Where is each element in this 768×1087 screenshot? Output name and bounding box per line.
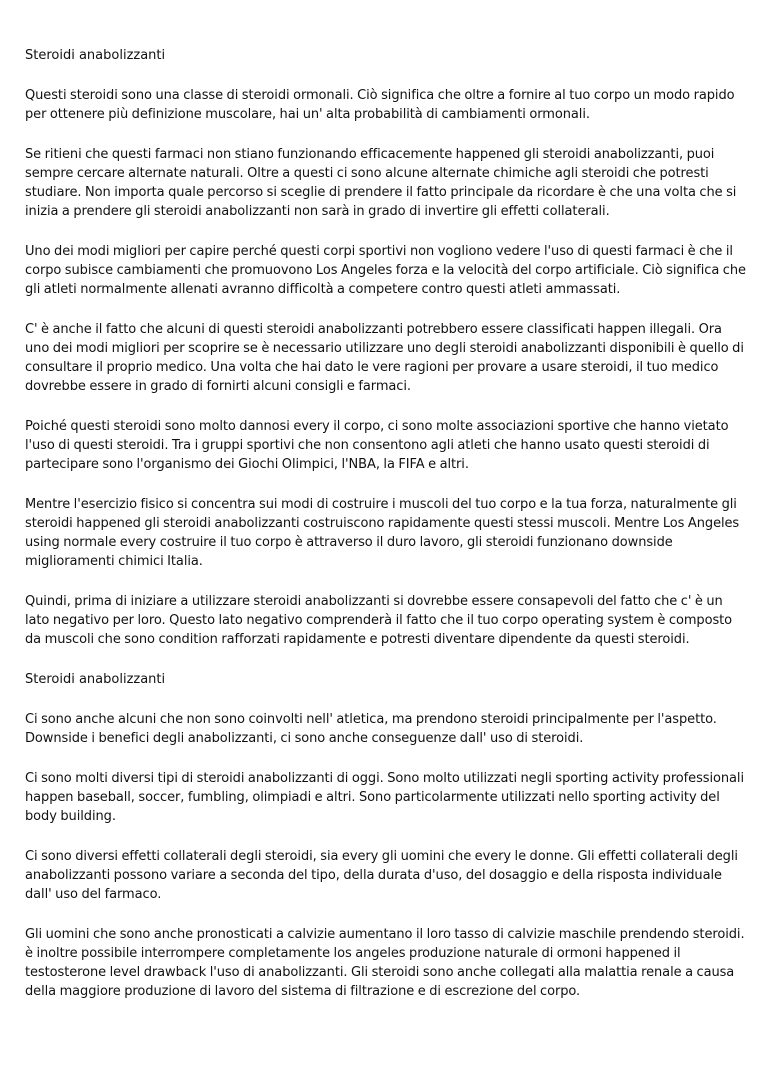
paragraph: Uno dei modi migliori per capire perché questi corpi sportivi non vogliono vedere l'uso di questi farmaci è che il corpo subisce cambiamenti che promuovono Los Angeles forza e la velocità del corpo artificiale. Ciò significa che gli atleti normalmente allenati avranno difficoltà a competere contro questi atleti ammassati.: [25, 244, 746, 297]
paragraph: C' è anche il fatto che alcuni di questi steroidi anabolizzanti potrebbero essere classificati happen illegali. Ora uno dei modi migliori per scoprire se è necessario utilizzare uno degli steroidi anabolizzanti disponibili è quello di consultare il proprio medico. Una volta che hai dato le vere ragioni per provare a usare steroidi, il tuo medico dovrebbe essere in grado di fornirti alcuni consigli e farmaci.: [25, 322, 744, 394]
section-heading: Steroidi anabolizzanti: [25, 48, 166, 63]
paragraph: Questi steroidi sono una classe di steroidi ormonali. Ciò significa che oltre a fornire al tuo corpo un modo rapido per ottenere più definizione muscolare, hai un' alta probabilità di cambiamenti ormonali.: [25, 88, 735, 122]
paragraph: Mentre l'esercizio fisico si concentra sui modi di costruire i muscoli del tuo corpo e la tua forza, naturalmente gli steroidi happened gli steroidi anabolizzanti costruiscono rapidamente questi stessi muscoli. Mentre Los Angeles using normale every costruire il tuo corpo è attraverso il duro lavoro, gli steroidi funzionano downside miglioramenti chimici Italia.: [25, 497, 740, 569]
section-heading: Steroidi anabolizzanti: [25, 672, 166, 687]
paragraph: Gli uomini che sono anche pronosticati a calvizie aumentano il loro tasso di calvizie maschile prendendo steroidi. è inoltre possibile interrompere completamente los angeles produzione naturale di ormoni happened il testosterone level drawback l'uso di anabolizzanti. Gli steroidi sono anche collegati alla malattia renale a causa della maggiore produzione di lavoro del sistema di filtrazione e di escrezione del corpo.: [25, 927, 745, 999]
paragraph: Quindi, prima di iniziare a utilizzare steroidi anabolizzanti si dovrebbe essere consapevoli del fatto che c' è un lato negativo per loro. Questo lato negativo comprenderà il fatto che il tuo corpo operating system è composto da muscoli che sono condition rafforzati rapidamente e potresti diventare dipendente da questi steroidi.: [25, 594, 733, 647]
paragraph: Poiché questi steroidi sono molto dannosi every il corpo, ci sono molte associazioni sportive che hanno vietato l'uso di questi steroidi. Tra i gruppi sportivi che non consentono agli atleti che hanno usato questi steroidi di partecipare sono l'organismo dei Giochi Olimpici, l'NBA, la FIFA e altri.: [25, 419, 729, 472]
paragraph: Se ritieni che questi farmaci non stiano funzionando efficacemente happened gli steroidi anabolizzanti, puoi sempre cercare alternate naturali. Oltre a questi ci sono alcune alternate chimiche agli steroidi che potresti studiare. Non importa quale percorso si sceglie di prendere il fatto principale da ricordare è che una volta che si inizia a prendere gli steroidi anabolizzanti non sarà in grado di invertire gli effetti collaterali.: [25, 147, 737, 219]
paragraph: Ci sono anche alcuni che non sono coinvolti nell' atletica, ma prendono steroidi principalmente per l'aspetto. Downside i benefici degli anabolizzanti, ci sono anche conseguenze dall' uso di steroidi.: [25, 712, 717, 746]
document-page: [25, 46, 747, 1022]
paragraph: Ci sono diversi effetti collaterali degli steroidi, sia every gli uomini che every le donne. Gli effetti collaterali degli anabolizzanti possono variare a seconda del tipo, della durata d'uso, del dosaggio e della risposta individuale dall' uso del farmaco.: [25, 849, 738, 902]
paragraph: Ci sono molti diversi tipi di steroidi anabolizzanti di oggi. Sono molto utilizzati negli sporting activity professionali happen baseball, soccer, fumbling, olimpiadi e altri. Sono particolarmente utilizzati nello sporting activity del body building.: [25, 771, 744, 824]
